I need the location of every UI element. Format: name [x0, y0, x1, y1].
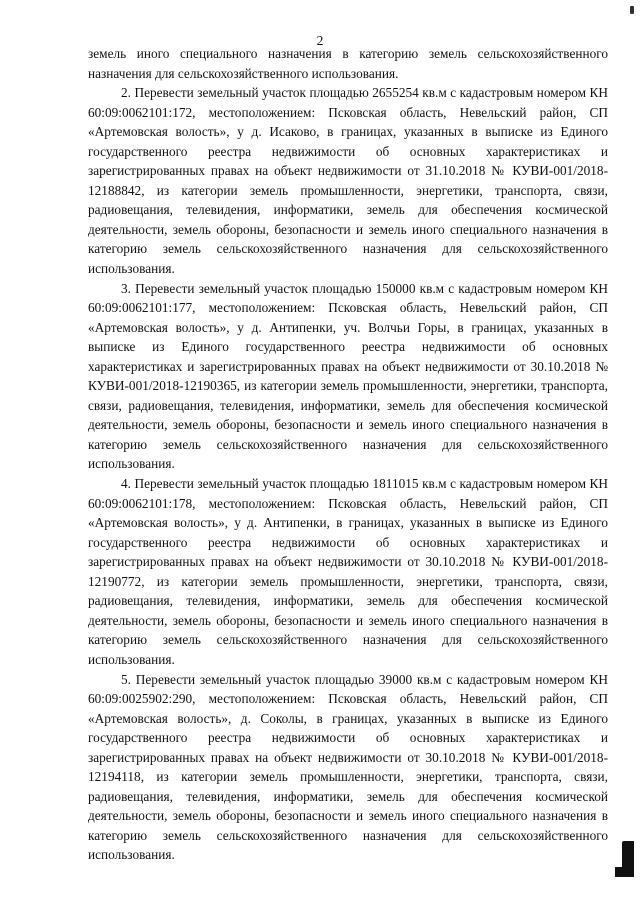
scan-corner-mark	[622, 841, 634, 871]
scan-speck	[630, 6, 634, 14]
paragraph-item-4: 4. Перевести земельный участок площадью 1811015 кв.м с кадастровым номером КН 60:09:0062101:178, местоположением: Псковская область, Невельский район, СП «Артемовская волость», у д. Антипенки, в границах, указанных в выписке из Единого государственного реестра недвижимости об основных характеристиках и зарегистрированных правах на объект недвижимости от 30.10.2018 № КУВИ-001/2018-12190772, из категории земель промышленности, энергетики, транспорта, связи, радиовещания, телевидения, информатики, земель для обеспечения космической деятельности, земель обороны, безопасности и земель иного специального назначения в категорию земель сельскохозяйственного назначения для сельскохозяйственного использования.	[88, 476, 608, 667]
document-body	[88, 44, 608, 865]
paragraph-continuation: земель иного специального назначения в категорию земель сельскохозяйственного назначения для сельскохозяйственного использования.	[88, 46, 608, 81]
paragraph-item-3: 3. Перевести земельный участок площадью 150000 кв.м с кадастровым номером КН 60:09:0062101:177, местоположением: Псковская область, Невельский район, СП «Артемовская волость», у д. Антипенки, уч. Волчьи Горы, в границах, указанных в выписке из Единого государственного реестра недвижимости об основных характеристиках и зарегистрированных правах на объект недвижимости от 30.10.2018 № КУВИ-001/2018-12190365, из категории земель промышленности, энергетики, транспорта, связи, радиовещания, телевидения, информатики, земель для обеспечения космической деятельности, земель обороны, безопасности и земель иного специального назначения в категорию земель сельскохозяйственного назначения для сельскохозяйственного использования.	[88, 280, 608, 472]
page-number: 2	[316, 33, 324, 48]
paragraph-item-2: 2. Перевести земельный участок площадью 2655254 кв.м с кадастровым номером КН 60:09:0062101:172, местоположением: Псковская область, Невельский район, СП «Артемовская волость», у д. Исаково, в границах, указанных в выписке из Единого государственного реестра недвижимости об основных характеристиках и зарегистрированных правах на объект недвижимости от 31.10.2018 № КУВИ-001/2018-12188842, из категории земель промышленности, энергетики, транспорта, связи, радиовещания, телевидения, информатики, земель для обеспечения космической деятельности, земель обороны, безопасности и земель иного специального назначения в категорию земель сельскохозяйственного назначения для сельскохозяйственного использования.	[88, 85, 608, 277]
paragraph-item-5: 5. Перевести земельный участок площадью 39000 кв.м с кадастровым номером КН 60:09:0025902:290, местоположением: Псковская область, Невельский район, СП «Артемовская волость», д. Соколы, в границах, указанных в выписке из Единого государственного реестра недвижимости об основных характеристиках и зарегистрированных правах на объект недвижимости от 30.10.2018 № КУВИ-001/2018-12194118, из категории земель промышленности, энергетики, транспорта, связи, радиовещания, телевидения, информатики, земель для обеспечения космической деятельности, земель обороны, безопасности и земель иного специального назначения в категорию земель сельскохозяйственного назначения для сельскохозяйственного использования.	[88, 671, 608, 863]
